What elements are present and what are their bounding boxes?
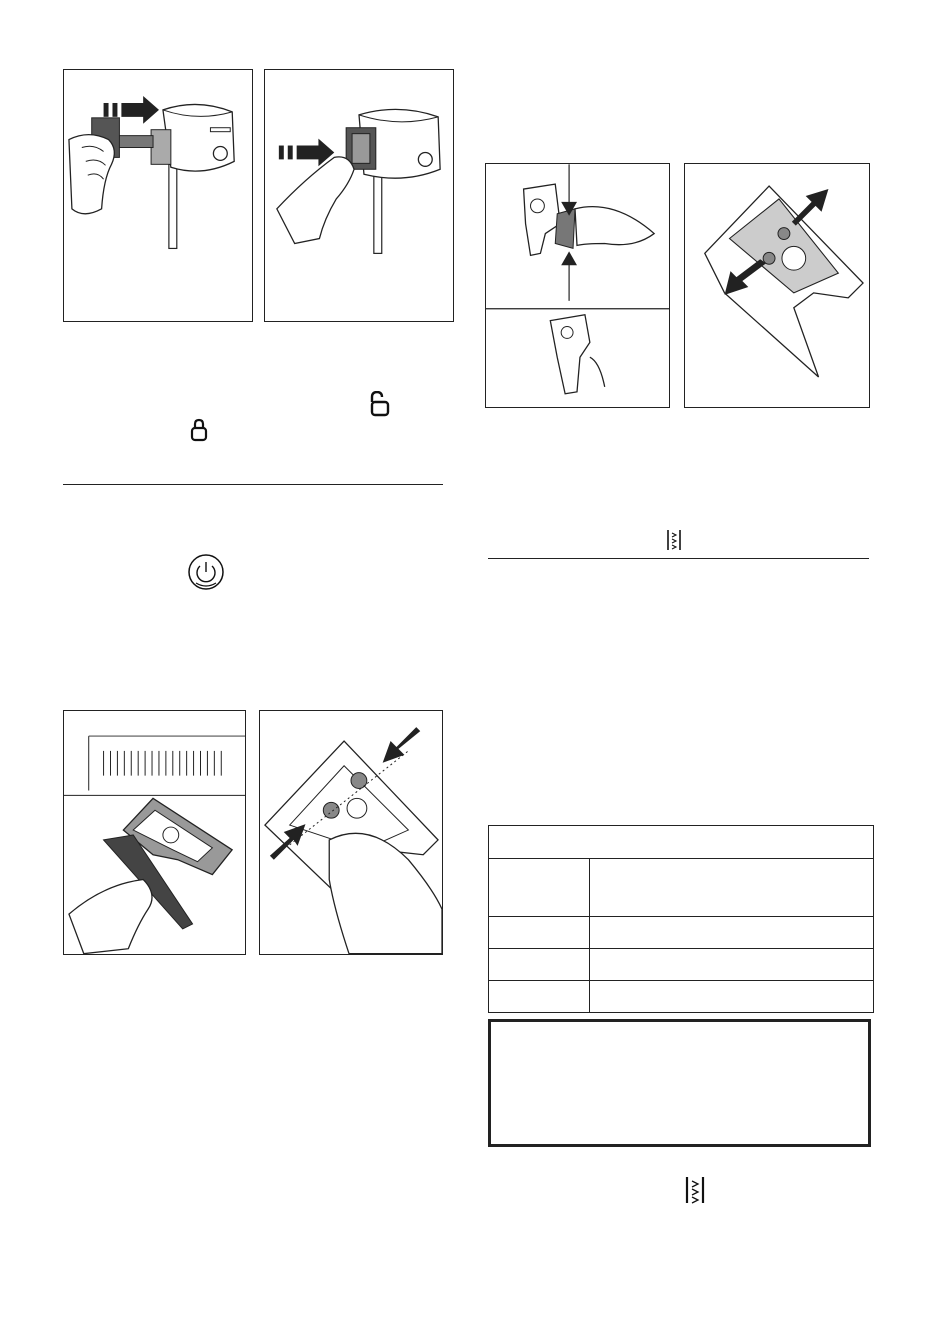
note-box xyxy=(488,1019,871,1147)
table-row xyxy=(489,917,874,949)
power-button-icon xyxy=(187,553,225,591)
filter-squeeze-illustration xyxy=(486,164,669,407)
table-cell xyxy=(590,981,874,1013)
table-cell xyxy=(590,859,874,917)
table-cell xyxy=(489,981,590,1013)
table-cell xyxy=(590,949,874,981)
padlock-closed-icon xyxy=(190,418,208,442)
table-cell xyxy=(489,949,590,981)
table-row xyxy=(489,859,874,917)
table-cell xyxy=(489,859,590,917)
table-cell xyxy=(489,917,590,949)
filter-cover-illustration xyxy=(685,164,869,407)
figure-squeeze-filter xyxy=(485,163,670,408)
cartridge-illustration xyxy=(64,70,252,321)
section-divider xyxy=(488,558,869,559)
table-row xyxy=(489,949,874,981)
figure-insert-cartridge-1 xyxy=(63,69,253,322)
data-table xyxy=(488,825,874,1013)
filter-indicator-icon xyxy=(666,529,682,551)
table-header-row xyxy=(489,826,874,859)
table-header-cell xyxy=(489,826,874,859)
padlock-open-icon xyxy=(368,391,392,417)
table-cell xyxy=(590,917,874,949)
figure-remove-filter-bag xyxy=(63,710,246,955)
figure-open-cover xyxy=(684,163,870,408)
filter-press-illustration xyxy=(260,711,442,954)
filter-bag-illustration xyxy=(64,711,245,954)
figure-insert-cartridge-2 xyxy=(264,69,454,322)
section-divider xyxy=(63,484,443,485)
cartridge-illustration xyxy=(265,70,453,321)
figure-press-filter-bag xyxy=(259,710,443,955)
filter-indicator-icon xyxy=(684,1176,706,1204)
table-row xyxy=(489,981,874,1013)
